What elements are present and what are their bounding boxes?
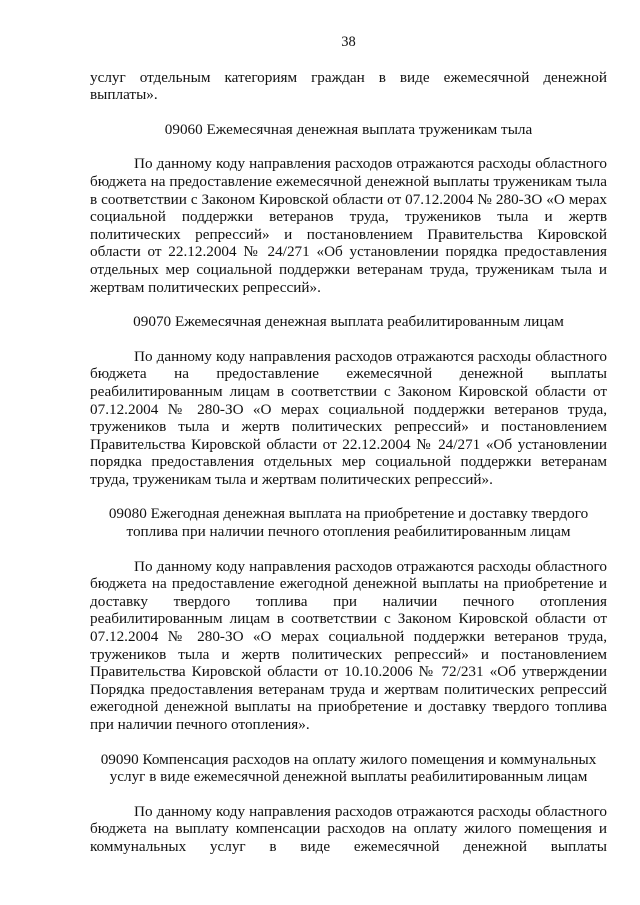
section-heading: 09070 Ежемесячная денежная выплата реабилитированным лицам [133,313,564,331]
section-09060 [90,121,607,296]
section-09070 [90,313,607,488]
section-heading: 09060 Ежемесячная денежная выплата труженикам тыла [164,120,533,138]
section-body: По данному коду направления расходов отражаются расходы областного бюджета на предоставление ежемесячной денежной выплаты реабилитированным лицам в соответствии с Законом Кировской области от 07.12.2004 № 280-ЗО «О мерах социальной поддержки ветеранов труда, тружеников тыла и жертв политических репрессий» и постановлением Правительства Кировской области от 22.12.2004 № 24/271 «Об установлении порядка предоставления отдельных мер социальной поддержки ветеранам труда, труженикам тыла и жертвам политических репрессий». [90,347,607,488]
section-body: По данному коду направления расходов отражаются расходы областного бюджета на предоставление ежемесячной денежной выплаты труженикам тыла в соответствии с Законом Кировской области от 07.12.2004 № 280-ЗО «О мерах социальной поддержки ветеранов труда, тружеников тыла и жертв политических репрессий» и постановлением Правительства Кировской области от 22.12.2004 № 24/271 «Об установлении порядка предоставления отдельных мер социальной поддержки ветеранам труда, труженикам тыла и жертвам политических репрессий». [90,155,607,296]
section-heading: 09080 Ежегодная денежная выплата на приобретение и доставку твердого топлива при наличии печного отопления реабилитированным лицам [108,505,589,541]
section-body: По данному коду направления расходов отражаются расходы областного бюджета на предоставление ежегодной денежной выплаты на приобретение и доставку твердого топлива при наличии печного отопления реабилитированным лицам в соответствии с Законом Кировской области от 07.12.2004 № 280-ЗО «О мерах социальной поддержки ветеранов труда, тружеников тыла и жертв политических репрессий» и постановлением Правительства Кировской области от 10.10.2006 № 72/231 «Об утверждении Порядка предоставления ветеранам труда и жертвам политических репрессий ежегодной денежной выплаты на приобретение и доставку твердого топлива при наличии печного отопления». [90,557,607,733]
section-09090 [90,751,607,856]
intro-paragraph: услуг отдельным категориям граждан в виде ежемесячной денежной выплаты». [90,68,607,104]
document-page [90,34,607,856]
section-body: По данному коду направления расходов отражаются расходы областного бюджета на выплату компенсации расходов на оплату жилого помещения и коммунальных услуг в виде ежемесячной денежной выплаты [90,802,607,855]
page-number: 38 [341,34,356,50]
section-heading: 09090 Компенсация расходов на оплату жилого помещения и коммунальных услуг в виде ежемесячной денежной выплаты реабилитированным лицам [100,750,597,786]
section-09080 [90,505,607,733]
